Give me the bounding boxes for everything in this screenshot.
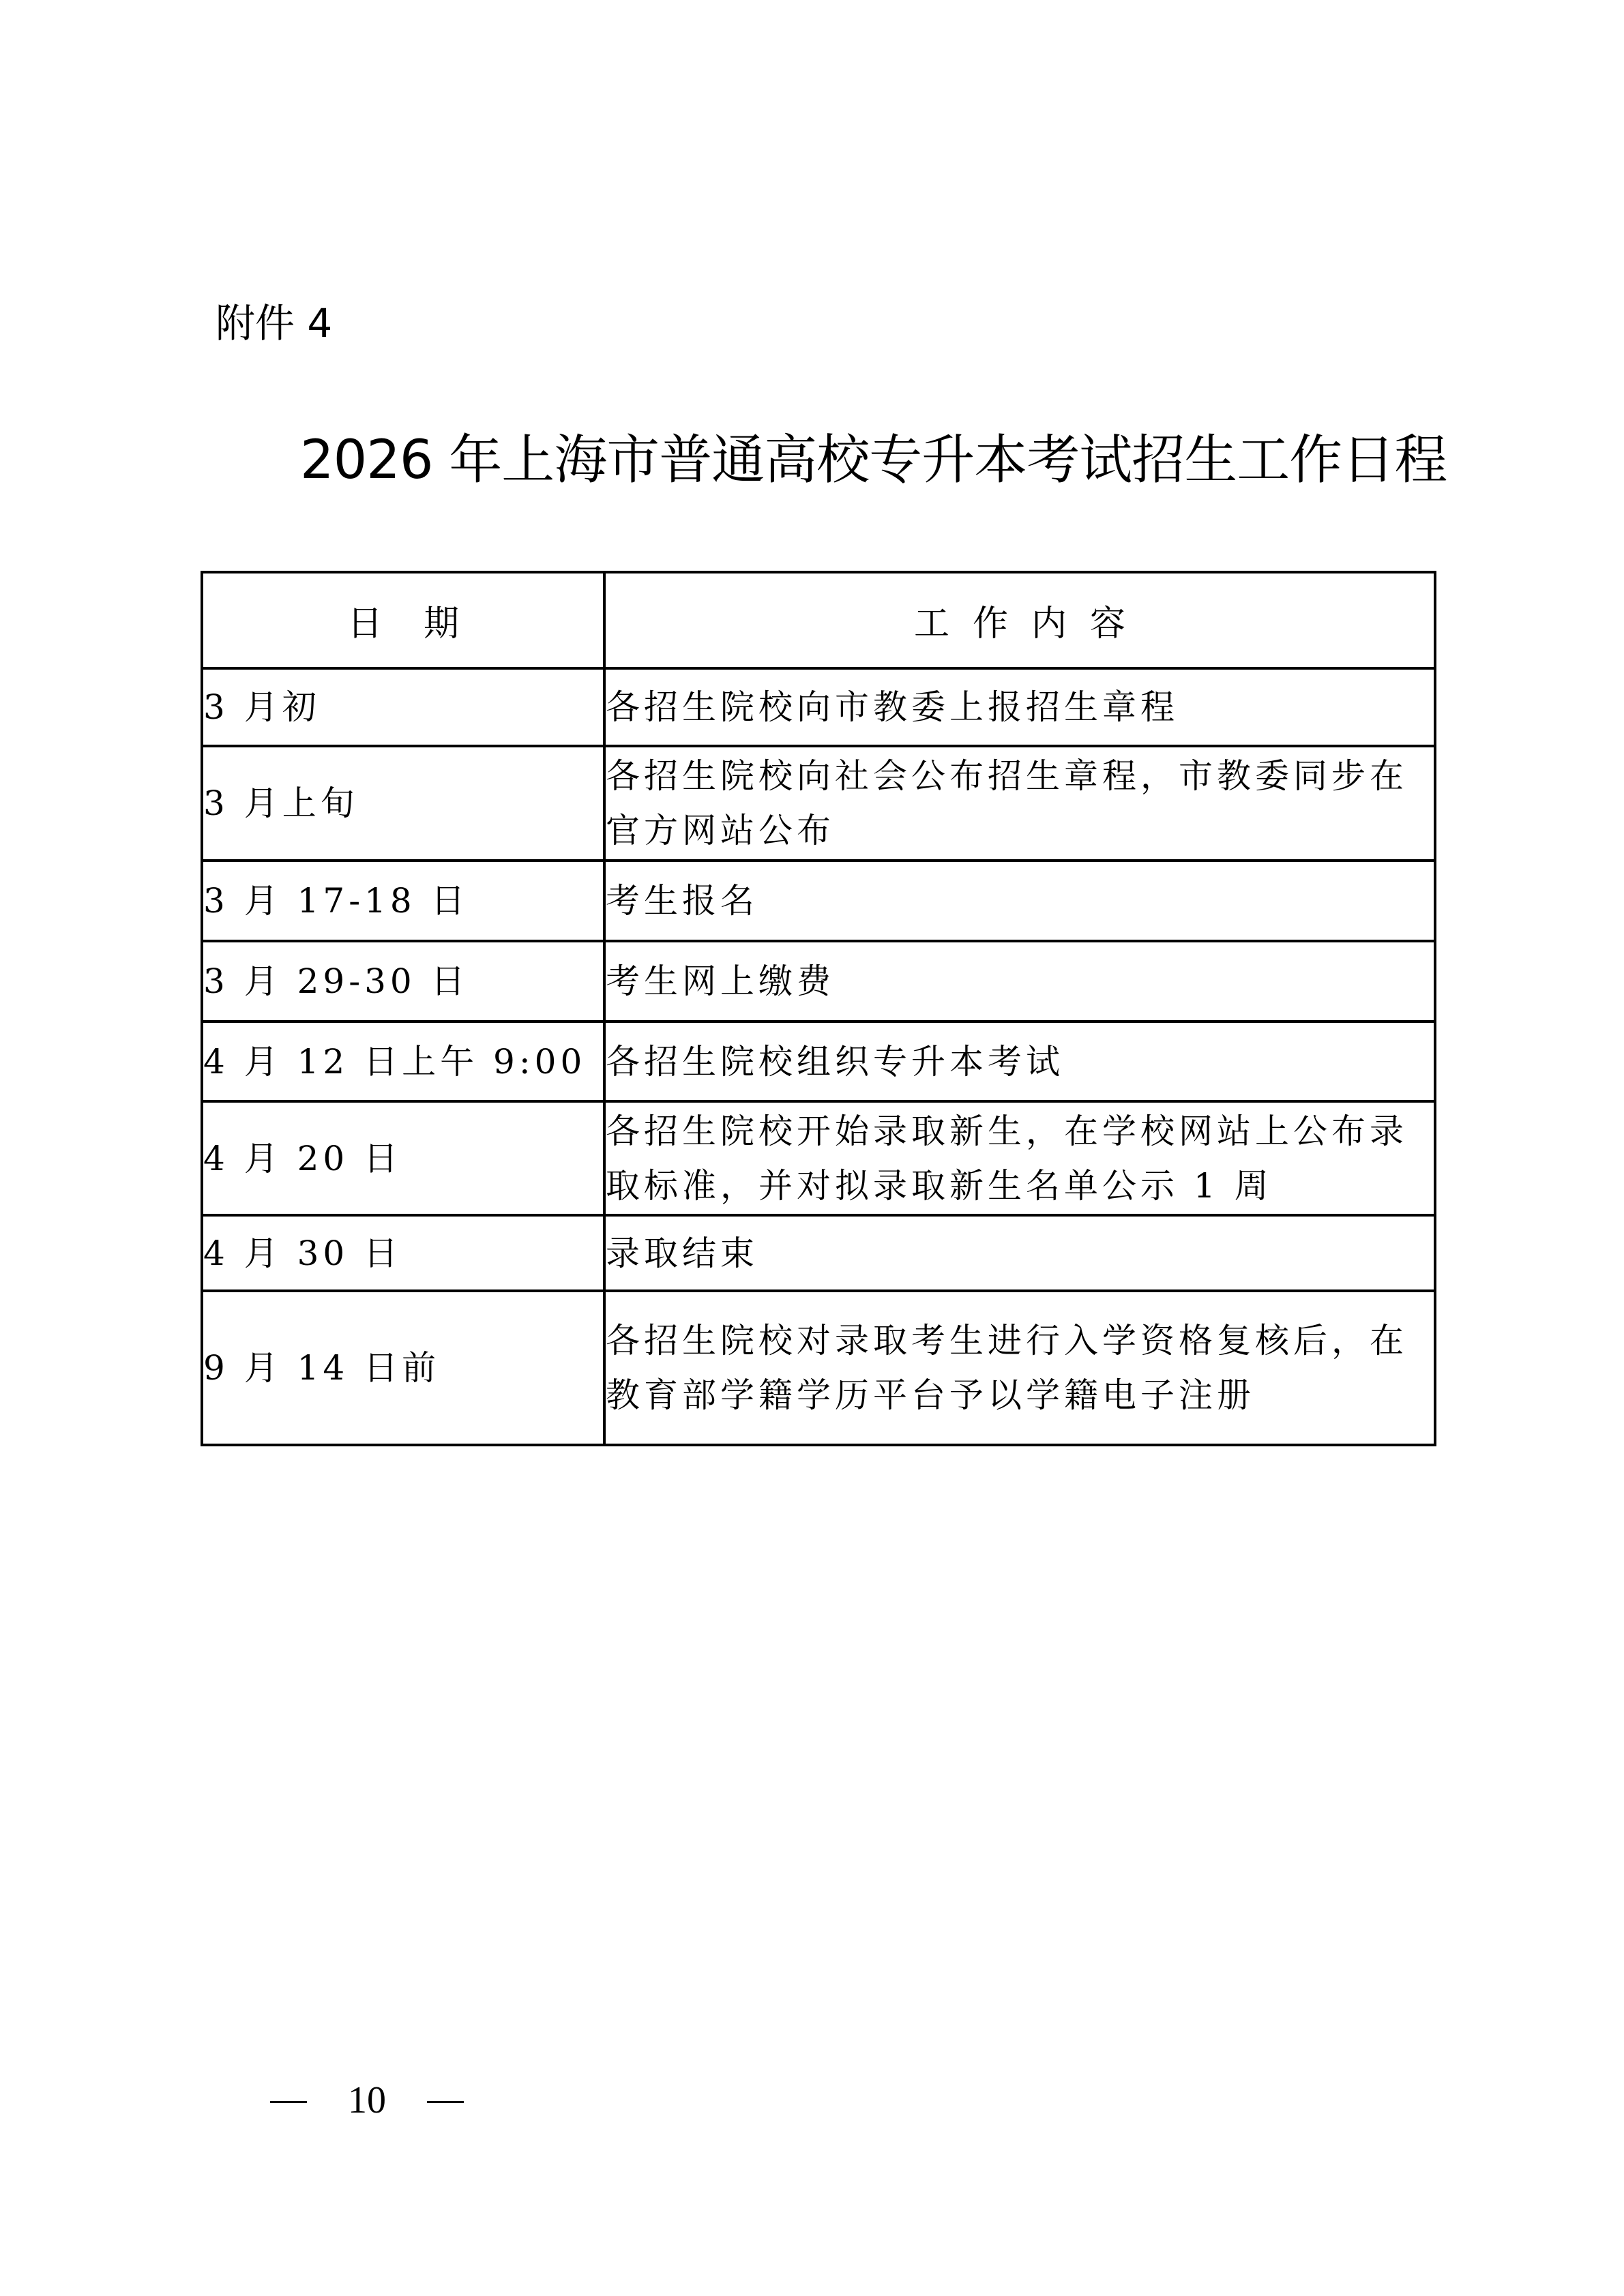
table-row <box>202 941 1435 1022</box>
cell-date: 3 月上旬 <box>202 746 604 861</box>
table-row <box>202 1291 1435 1445</box>
cell-work: 考生网上缴费 <box>604 941 1435 1022</box>
table-row <box>202 668 1435 746</box>
table-row <box>202 1022 1435 1101</box>
page-footer <box>270 2076 464 2125</box>
cell-work: 各招生院校对录取考生进行入学资格复核后，在教育部学籍学历平台予以学籍电子注册 <box>604 1291 1435 1445</box>
cell-date: 4 月 30 日 <box>202 1215 604 1291</box>
cell-work: 各招生院校向市教委上报招生章程 <box>604 668 1435 746</box>
table-row <box>202 1101 1435 1215</box>
header-date-label: 日期 <box>346 603 500 644</box>
table-header-row <box>202 572 1435 668</box>
cell-date: 4 月 20 日 <box>202 1101 604 1215</box>
cell-date: 4 月 12 日上午 9:00 <box>202 1022 604 1101</box>
cell-work: 录取结束 <box>604 1215 1435 1291</box>
footer-dash-right <box>427 2101 464 2103</box>
page-number: 10 <box>348 2079 386 2121</box>
header-work <box>604 572 1435 668</box>
table-row <box>202 861 1435 941</box>
cell-date: 3 月 29-30 日 <box>202 941 604 1022</box>
cell-work: 各招生院校向社会公布招生章程，市教委同步在官方网站公布 <box>604 746 1435 861</box>
table-row <box>202 1215 1435 1291</box>
cell-date: 3 月 17-18 日 <box>202 861 604 941</box>
footer-dash-left <box>270 2101 307 2103</box>
cell-work: 各招生院校开始录取新生，在学校网站上公布录取标准，并对拟录取新生名单公示 1 周 <box>604 1101 1435 1215</box>
header-work-label: 工作内容 <box>913 603 1149 644</box>
attachment-label: 附件 4 <box>216 300 333 346</box>
document-title: 2026 年上海市普通高校专升本考试招生工作日程 <box>300 430 1447 491</box>
cell-date: 3 月初 <box>202 668 604 746</box>
schedule-table <box>201 571 1436 1446</box>
cell-date: 9 月 14 日前 <box>202 1291 604 1445</box>
cell-work: 考生报名 <box>604 861 1435 941</box>
cell-work: 各招生院校组织专升本考试 <box>604 1022 1435 1101</box>
header-date <box>202 572 604 668</box>
table-row <box>202 746 1435 861</box>
